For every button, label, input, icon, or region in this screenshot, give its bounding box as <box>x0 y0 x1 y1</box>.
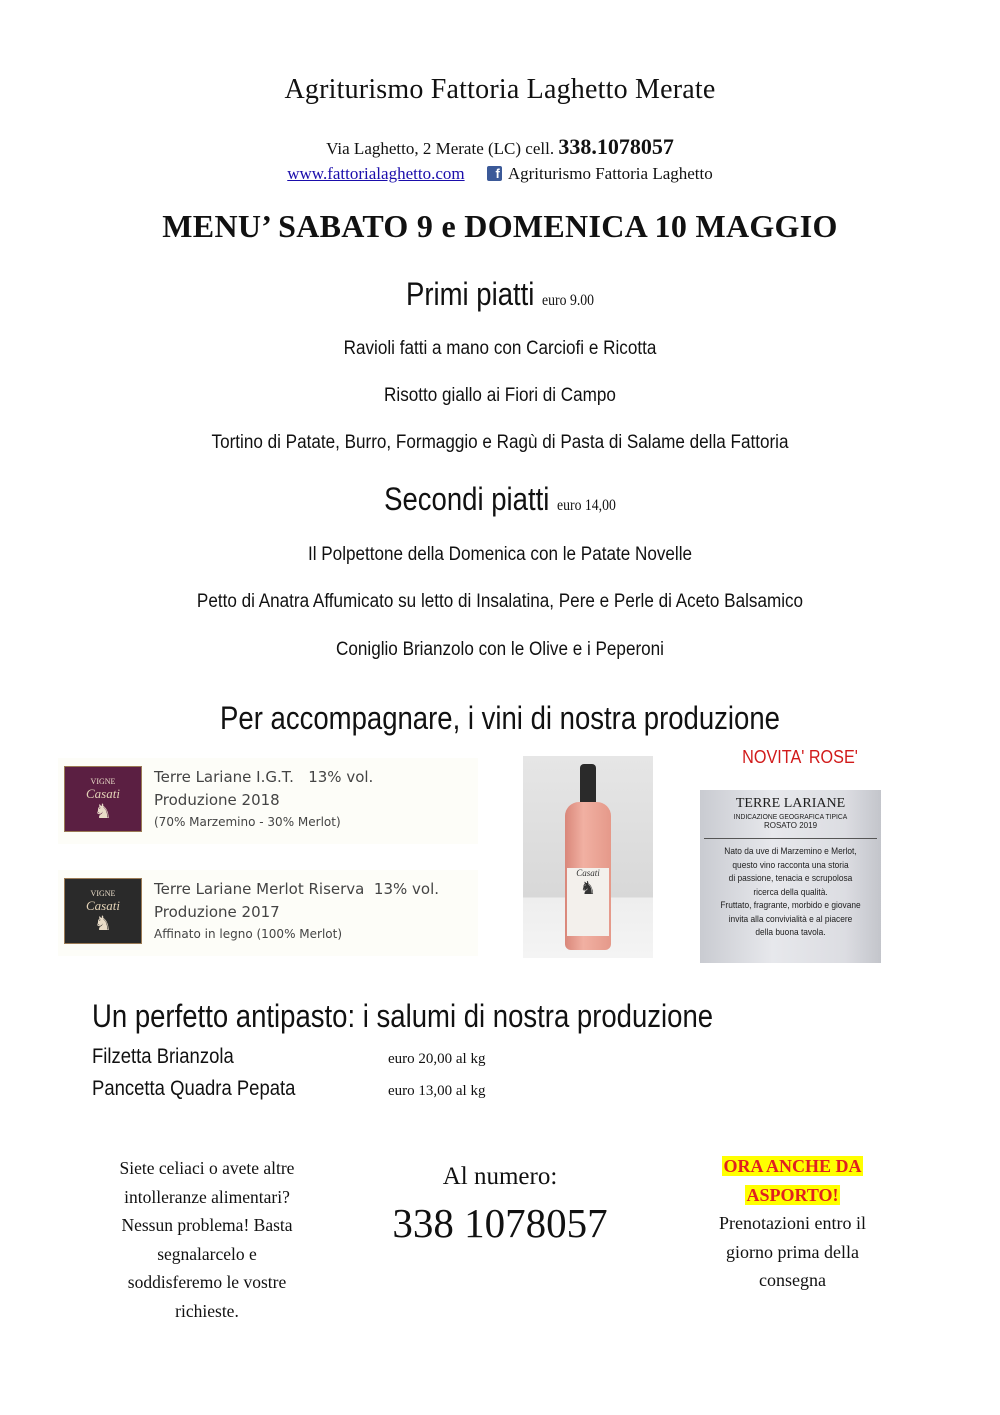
rosato-subtitle: INDICAZIONE GEOGRAFICA TIPICA <box>733 812 848 821</box>
dish-item: Ravioli fatti a mano con Carciofi e Ricotta <box>343 338 657 359</box>
salumi-name: Filzetta Brianzola <box>92 1045 234 1068</box>
salumi-item <box>92 1045 692 1069</box>
contact-label: Al numero: <box>442 1163 558 1190</box>
site-title: Agriturismo Fattoria Laghetto Merate <box>284 74 716 105</box>
divider <box>704 838 877 839</box>
menu-title: MENU’ SABATO 9 e DOMENICA 10 MAGGIO <box>162 208 838 244</box>
wines-heading: Per accompagnare, i vini di nostra produzione <box>220 700 780 736</box>
takeaway-highlight: ORA ANCHE DA <box>723 1156 862 1176</box>
contact-block <box>370 1163 630 1247</box>
address-line <box>0 134 1000 160</box>
salumi-name: Pancetta Quadra Pepata <box>92 1077 296 1100</box>
address-text: Via Laghetto, 2 Merate (LC) cell. <box>326 139 555 158</box>
salumi-price: euro 20,00 al kg <box>388 1051 486 1067</box>
wine-year: Produzione 2018 <box>154 791 280 809</box>
wine-name: Terre Lariane I.G.T. <box>154 768 294 786</box>
rose-bottle-photo <box>523 756 653 958</box>
takeaway-highlight: ASPORTO! <box>746 1184 839 1205</box>
salumi-item <box>92 1077 692 1101</box>
primi-price: euro 9.00 <box>542 292 595 309</box>
secondi-title: Secondi piatti <box>384 481 550 517</box>
takeaway-notice: ORA ANCHE DA ASPORTO! Prenotazioni entro il giorno prima della consegna <box>719 1156 866 1290</box>
wine-note: (70% Marzemino - 30% Merlot) <box>154 815 341 829</box>
facebook-page-name: Agriturismo Fattoria Laghetto <box>507 164 713 183</box>
secondi-price: euro 14,00 <box>557 497 616 514</box>
salumi-price: euro 13,00 al kg <box>388 1083 486 1099</box>
rosato-description: Nato da uve di Marzemino e Merlot, questo vino racconta una storia di passione, tenacia e scrupolosa ricerca della qualità. Fruttato, fragrante, morbido e giovane invita alla convivialità e al piacere della buona tavola. <box>720 846 861 938</box>
facebook-icon: f <box>487 166 502 181</box>
phone-number: 338.1078057 <box>558 134 674 159</box>
rosato-title: TERRE LARIANE <box>735 796 846 811</box>
wine-note: Affinato in legno (100% Merlot) <box>154 927 343 941</box>
dish-item: Petto di Anatra Affumicato su letto di Insalatina, Pere e Perle di Aceto Balsamico <box>196 591 804 612</box>
horse-icon: ♞ <box>94 800 112 823</box>
wine-label-image: VIGNE Casati ♞ <box>64 878 142 944</box>
wine-abv: 13% vol. <box>308 768 374 786</box>
primi-title: Primi piatti <box>405 276 535 312</box>
bottle-icon: Casati ♞ <box>565 764 611 950</box>
horse-icon: ♞ <box>94 912 112 935</box>
wine-info <box>154 878 439 944</box>
rosato-label-photo <box>700 790 881 963</box>
wine-name: Terre Lariane Merlot Riserva <box>154 880 365 898</box>
links-row <box>0 164 1000 184</box>
secondi-heading <box>70 481 930 518</box>
wine-info <box>154 766 373 832</box>
primi-heading <box>70 276 930 313</box>
wine-card <box>58 870 478 956</box>
salumi-heading: Un perfetto antipasto: i salumi di nostra produzione <box>92 998 714 1034</box>
dish-item: Risotto giallo ai Fiori di Campo <box>384 385 616 406</box>
dish-item: Il Polpettone della Domenica con le Patate Novelle <box>307 544 693 565</box>
dish-item: Tortino di Patate, Burro, Formaggio e Ragù di Pasta di Salame della Fattoria <box>211 432 789 453</box>
website-link[interactable]: www.fattorialaghetto.com <box>287 164 465 183</box>
wine-year: Produzione 2017 <box>154 903 280 921</box>
contact-number: 338 1078057 <box>392 1200 608 1246</box>
wine-abv: 13% vol. <box>373 880 440 898</box>
dish-item: Coniglio Brianzolo con le Olive e i Peperoni <box>336 639 664 660</box>
novita-rose-label: NOVITA' ROSE' <box>742 747 858 767</box>
rosato-vintage: ROSATO 2019 <box>763 821 818 830</box>
wine-label-image: VIGNE Casati ♞ <box>64 766 142 832</box>
allergy-notice: Siete celiaci o avete altre intolleranze alimentari? Nessun problema! Basta segnalarcelo e soddisferemo le vostre richieste. <box>119 1158 295 1321</box>
wine-card <box>58 758 478 844</box>
